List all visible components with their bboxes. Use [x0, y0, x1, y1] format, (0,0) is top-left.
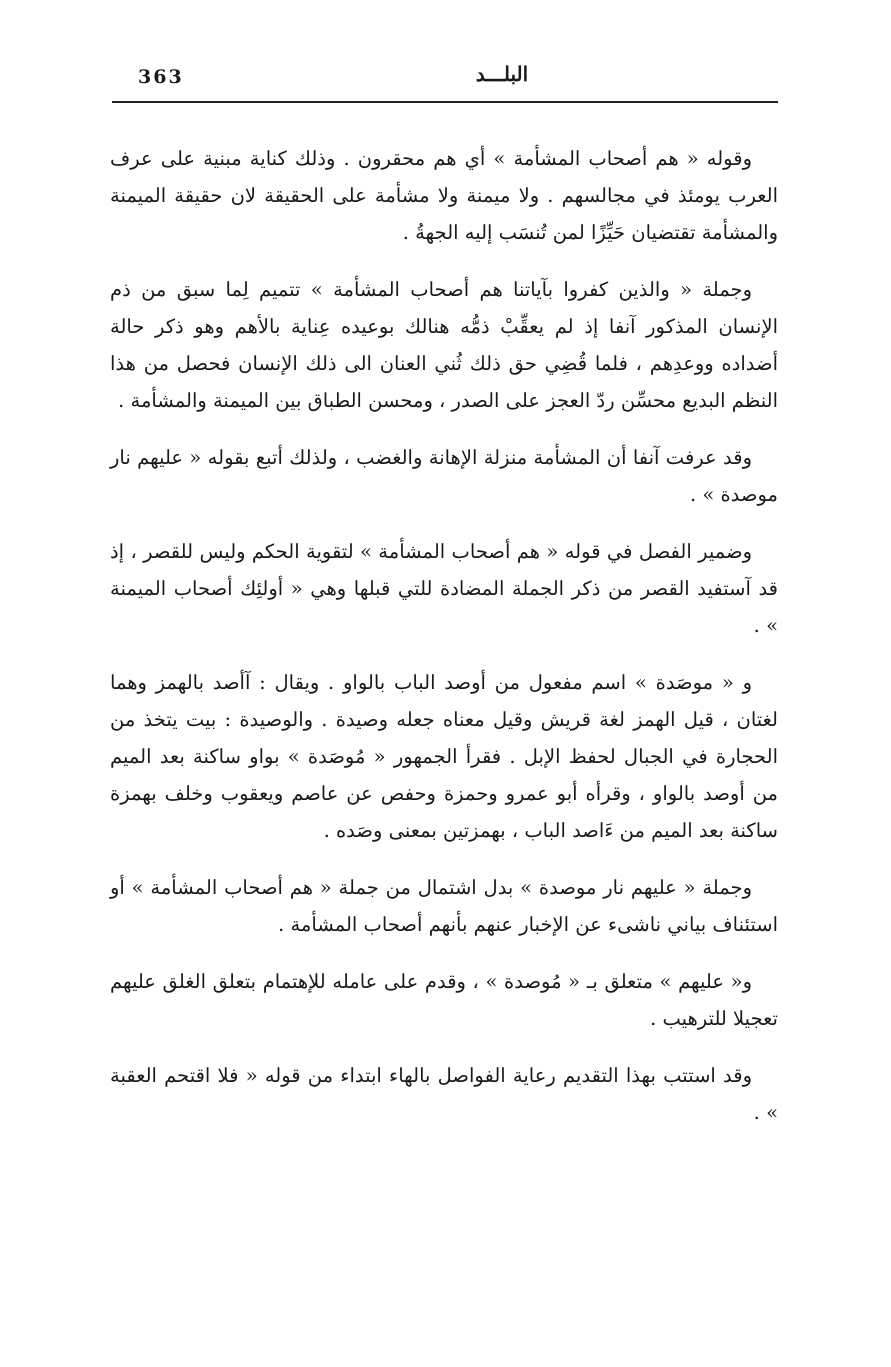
running-title: البلـــد — [475, 62, 529, 86]
paragraph-4: وضمير الفصل في قوله « هم أصحاب المشأمة » لتقوية الحكم وليس للقصر ، إذ قد آستفيد القصر من ذكر الجملة المضادة للتي قبلها وهي « أولئِك أصحاب الميمنة » . — [110, 540, 778, 637]
page-body — [110, 140, 778, 1131]
paragraph-2: وجملة « والذين كفروا بآياتنا هم أصحاب المشأمة » تتميم لِما سبق من ذم الإنسان المذكور آنفا إذ لم يعقِّبْ ذمُّه هنالك بوعيده عِناية بالأهم وهو ذكر حالة أضداده ووعدِهم ، فلما قُضِي حق ذلك ثُني العنان الى ذلك الإنسان فحصل من هذا النظم البديع محسِّن ردّ العجز على الصدر ، ومحسن الطباق بين الميمنة والمشأمة . — [110, 278, 778, 412]
paragraph-7: و« عليهم » متعلق بـ « مُوصدة » ، وقدم على عامله للإهتمام بتعلق الغلق عليهم تعجيلا للترهيب . — [110, 970, 778, 1030]
paragraph-5: و « موصَدة » اسم مفعول من أوصد الباب بالواو . ويقال : آأصد بالهمز وهما لغتان ، قيل الهمز لغة قريش وقيل معناه جعله وصيدة . والوصيدة : بيت يتخذ من الحجارة في الجبال لحفظ الإبل . فقرأ الجمهور « مُوصَدة » بواو ساكنة بعد الميم من أوصد بالواو ، وقرأه أبو عمرو وحمزة وحفص عن عاصم ويعقوب وخلف بهمزة ساكنة بعد الميم من ءَاصد الباب ، بهمزتين بمعنى وصَده . — [110, 671, 778, 842]
paragraph-1: وقوله « هم أصحاب المشأمة » أي هم محقرون . وذلك كناية مبنية على عرف العرب يومئذ في مجالسهم . ولا ميمنة ولا مشأمة على الحقيقة لان حقيقة الميمنة والمشأمة تقتضيان حَيِّزًا لمن تُنسَب إليه الجهةُ . — [110, 147, 778, 244]
page-header — [112, 58, 778, 98]
paragraph-6: وجملة « عليهم نار موصدة » بدل اشتمال من جملة « هم أصحاب المشأمة » أو استئناف بياني ناشىء عن الإخبار عنهم بأنهم أصحاب المشأمة . — [110, 876, 778, 936]
paragraph-8: وقد استتب بهذا التقديم رعاية الفواصل بالهاء ابتداء من قوله « فلا اقتحم العقبة » . — [110, 1064, 778, 1124]
header-rule — [112, 101, 778, 103]
page-number: 363 — [138, 66, 184, 88]
paragraph-3: وقد عرفت آنفا أن المشأمة منزلة الإهانة والغضب ، ولذلك أتبع بقوله « عليهم نار موصدة » . — [110, 446, 778, 506]
